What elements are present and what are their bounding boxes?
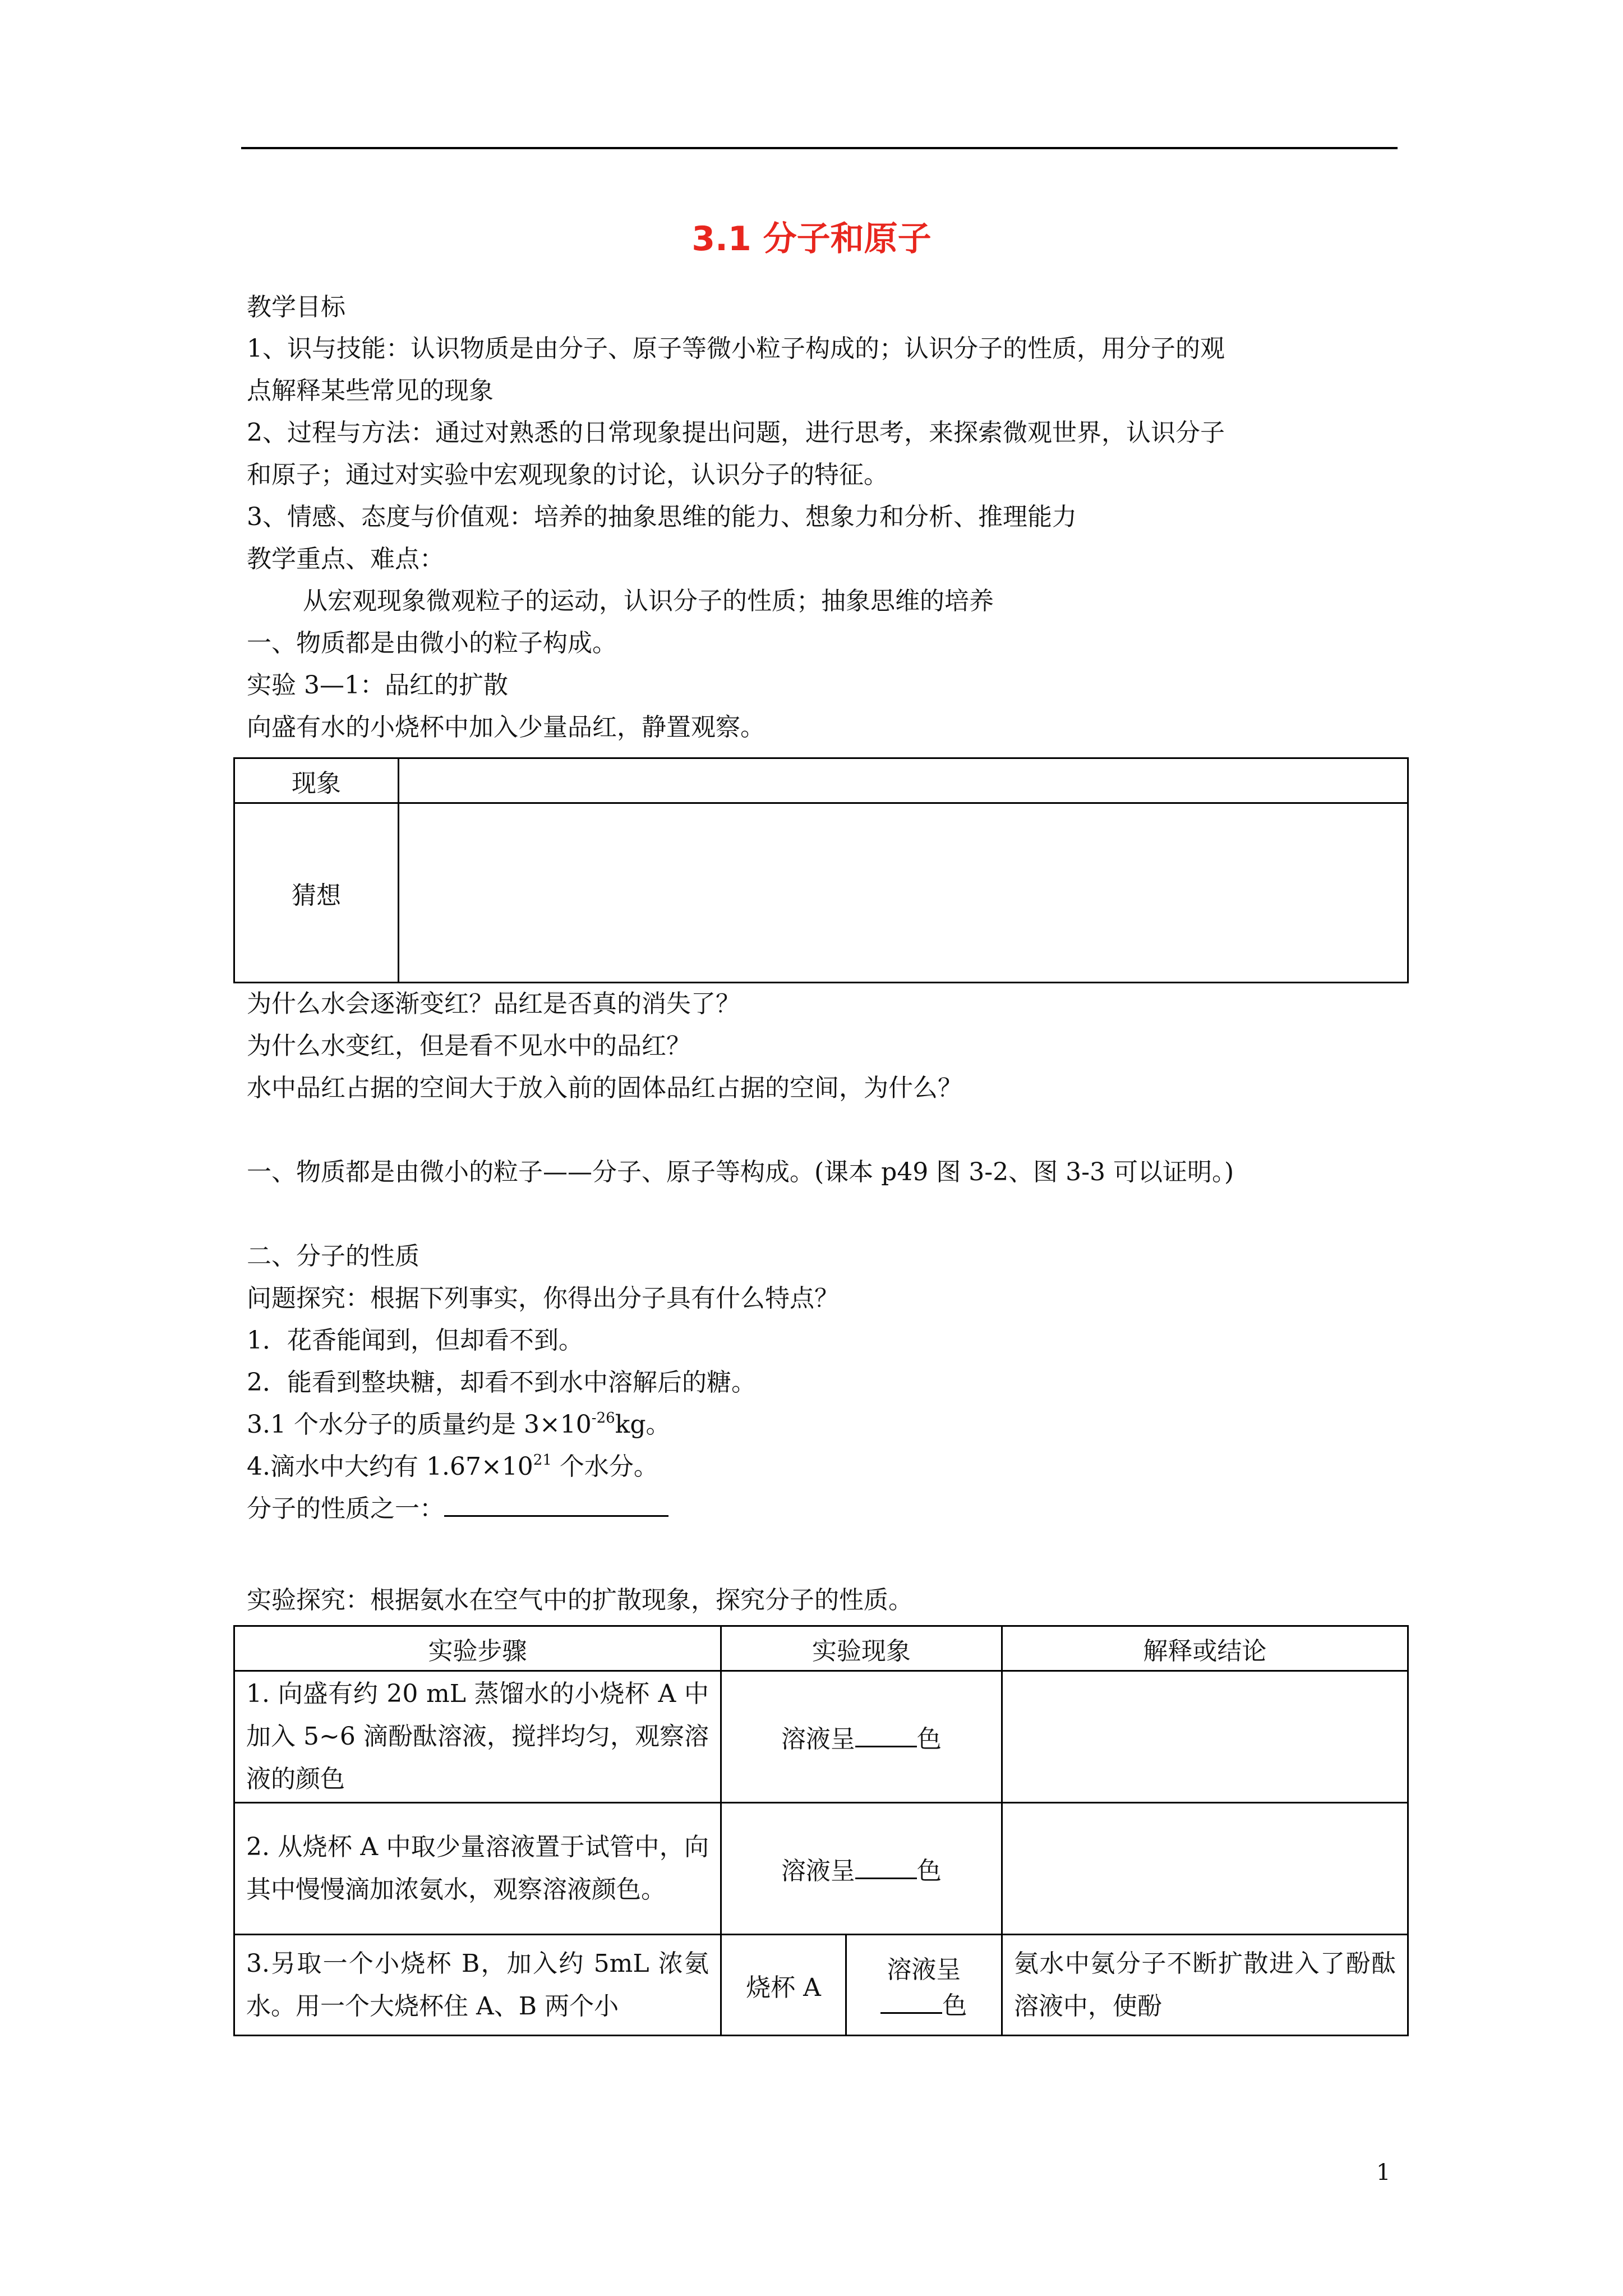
section-1-heading: 一、物质都是由微小的粒子构成。: [247, 629, 617, 657]
experiment-1-title: 实验 3—1：品红的扩散: [247, 671, 508, 700]
fact-4-text: 4.滴水中大约有 1.67×10: [247, 1452, 533, 1481]
observation-1: [721, 1671, 1002, 1803]
step-1: 1. 向盛有约 20 mL 蒸馏水的小烧杯 A 中加入 5~6 滴酚酞溶液，搅拌均匀，观察溶液的颜色: [234, 1671, 721, 1803]
fact-3-unit: kg。: [615, 1410, 671, 1439]
conclusion-cell-2: [1002, 1803, 1408, 1935]
experiment-2-intro: 实验探究：根据氨水在空气中的扩散现象，探究分子的性质。: [247, 1586, 913, 1614]
question-2: 为什么水变红，但是看不见水中的品红？: [247, 1032, 691, 1060]
fact-4-unit: 个水分。: [551, 1452, 658, 1481]
section-2-heading: 二、分子的性质: [247, 1242, 419, 1271]
observation-3-suffix: 色: [942, 1991, 967, 2020]
conclusion-cell-1: [1002, 1671, 1408, 1803]
experiment-1-description: 向盛有水的小烧杯中加入少量品红，静置观察。: [247, 713, 765, 742]
goal-2-line-2: 和原子；通过对实验中宏观现象的讨论，认识分子的特征。: [247, 461, 888, 489]
focus-heading: 教学重点、难点：: [247, 545, 444, 573]
phenomenon-label: 现象: [234, 758, 399, 803]
observation-3-text: 溶液呈: [887, 1955, 961, 1984]
question-3: 水中品红占据的空间大于放入前的固体品红占据的空间，为什么？: [247, 1074, 962, 1102]
problem-probe: 问题探究：根据下列事实，你得出分子具有什么特点？: [247, 1284, 839, 1313]
observation-2-text: 溶液呈: [781, 1857, 855, 1885]
goal-3: 3、情感、态度与价值观：培养的抽象思维的能力、想象力和分析、推理能力: [247, 503, 1077, 531]
observation-1-suffix: 色: [916, 1725, 942, 1754]
fact-4-exponent: 21: [533, 1452, 552, 1469]
observation-table: [233, 757, 1409, 983]
ammonia-experiment-table: [233, 1625, 1409, 2036]
fact-2: 2．能看到整块糖，却看不到水中溶解后的糖。: [247, 1368, 756, 1397]
header-conclusion: 解释或结论: [1002, 1626, 1408, 1671]
observation-1-blank[interactable]: [855, 1723, 917, 1747]
goal-1-line-2: 点解释某些常见的现象: [247, 376, 494, 405]
focus-text: 从宏观现象微观粒子的运动，认识分子的性质；抽象思维的培养: [303, 587, 994, 615]
goal-1-line-1: 1、识与技能：认识物质是由分子、原子等微小粒子构成的；认识分子的性质，用分子的观: [247, 334, 1225, 363]
question-1: 为什么水会逐渐变红？品红是否真的消失了？: [247, 990, 740, 1018]
observation-2-blank[interactable]: [855, 1855, 917, 1879]
fact-3: [247, 1408, 671, 1442]
conclusion-1: 一、物质都是由微小的粒子——分子、原子等构成。(课本 p49 图 3-2、图 3-3 可以证明。): [247, 1158, 1234, 1186]
beaker-a-label: 烧杯 A: [721, 1935, 846, 2036]
fact-1: 1．花香能闻到，但却看不到。: [247, 1326, 583, 1355]
fact-4: [247, 1450, 658, 1484]
phenomenon-cell: [399, 758, 1408, 803]
guess-label: 猜想: [234, 803, 399, 983]
property-1: [247, 1492, 668, 1526]
fact-3-text: 3.1 个水分子的质量约是 3×10: [247, 1410, 592, 1439]
header-phenomena: 实验现象: [721, 1626, 1002, 1671]
header-rule: [241, 147, 1398, 149]
page-number: 1: [1376, 2160, 1391, 2185]
property-1-blank[interactable]: [444, 1493, 668, 1517]
fact-3-exponent: -26: [591, 1410, 615, 1427]
goals-heading: 教学目标: [247, 293, 345, 321]
header-steps: 实验步骤: [234, 1626, 721, 1671]
observation-1-text: 溶液呈: [781, 1725, 855, 1754]
observation-2-suffix: 色: [916, 1857, 942, 1885]
page-title: 3.1 分子和原子: [691, 219, 932, 259]
observation-2: [721, 1803, 1002, 1935]
goal-2-line-1: 2、过程与方法：通过对熟悉的日常现象提出问题，进行思考，来探索微观世界，认识分子: [247, 418, 1225, 447]
property-1-label: 分子的性质之一：: [247, 1494, 444, 1523]
step-3: 3.另取一个小烧杯 B，加入约 5mL 浓氨水。用一个大烧杯住 A、B 两个小: [234, 1935, 721, 2036]
observation-3: [846, 1935, 1002, 2036]
observation-3-blank[interactable]: [880, 1990, 942, 2014]
guess-cell: [399, 803, 1408, 983]
conclusion-3: 氨水中氨分子不断扩散进入了酚酞溶液中，使酚: [1002, 1935, 1408, 2036]
step-2: 2. 从烧杯 A 中取少量溶液置于试管中，向其中慢慢滴加浓氨水，观察溶液颜色。: [234, 1803, 721, 1935]
